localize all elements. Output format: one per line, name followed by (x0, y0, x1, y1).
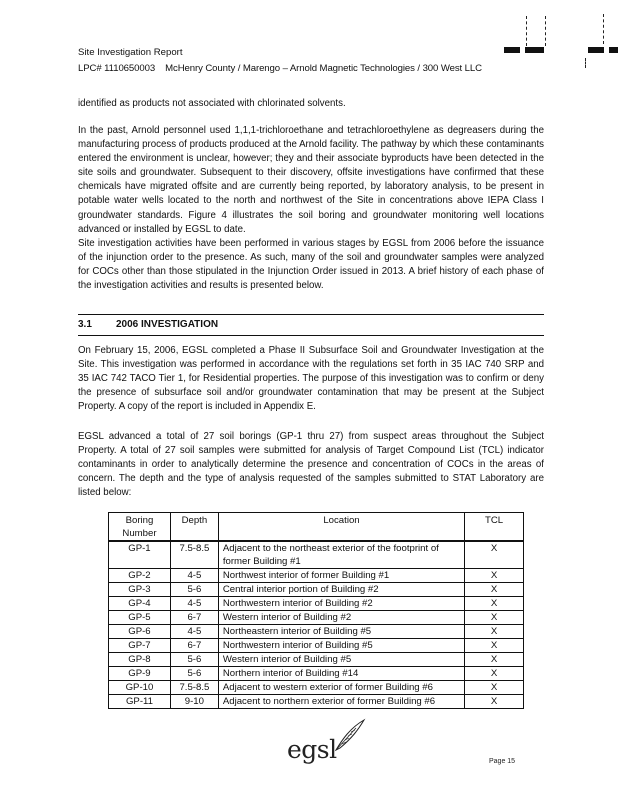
tcl-cell: X (465, 695, 524, 709)
boring-cell: GP-3 (109, 583, 171, 597)
boring-cell: GP-8 (109, 653, 171, 667)
section-title: 2006 INVESTIGATION (116, 319, 219, 330)
scan-mark (588, 47, 604, 53)
location-cell: Western interior of Building #5 (218, 653, 464, 667)
depth-cell: 5-6 (170, 653, 218, 667)
location-cell: Northwest interior of former Building #1 (218, 569, 464, 583)
tcl-cell: X (465, 625, 524, 639)
scan-mark (525, 47, 544, 53)
paragraph: identified as products not associated with chlorinated solvents. (78, 98, 346, 109)
page-number: Page 15 (489, 758, 516, 765)
boring-cell: GP-2 (109, 569, 171, 583)
project-line (78, 61, 482, 77)
tcl-cell: X (465, 583, 524, 597)
scan-mark (585, 58, 586, 68)
tcl-cell: X (465, 667, 524, 681)
table-row (109, 541, 524, 569)
paragraph: EGSL advanced a total of 27 soil borings (GP-1 thru 27) from suspect areas throughout the Subject Property. A total of 27 soil samples were submitted for analysis of Target Compound List (TCL) indicator contaminants in order to analytically determine the presence and concentration of COCs in the areas of concern. The depth and the type of analysis requested of the samples submitted to STAT Laboratory are listed below: (78, 431, 544, 499)
project-location: McHenry County / Marengo – Arnold Magnetic Technologies / 300 West LLC (165, 63, 482, 74)
location-cell: Western interior of Building #2 (218, 611, 464, 625)
depth-cell: 4-5 (170, 625, 218, 639)
tcl-cell: X (465, 681, 524, 695)
table-row (109, 569, 524, 583)
location-cell: Northwestern interior of Building #5 (218, 639, 464, 653)
boring-cell: GP-6 (109, 625, 171, 639)
table-row (109, 653, 524, 667)
depth-cell: 6-7 (170, 639, 218, 653)
location-cell: Adjacent to northern exterior of former Building #6 (218, 695, 464, 709)
boring-cell: GP-5 (109, 611, 171, 625)
paragraph: Site investigation activities have been performed in various stages by EGSL from 2006 before the issuance of the injunction order to the presence. As such, many of the soil and groundwater samples were analyzed for COCs other than those stipulated in the Injunction Order issued in 2013. A brief history of each phase of the investigation activities and results is presented below. (78, 238, 544, 292)
location-cell: Adjacent to the northeast exterior of the footprint of former Building #1 (218, 541, 464, 569)
location-cell: Adjacent to western exterior of former Building #6 (218, 681, 464, 695)
column-header-location: Location (218, 513, 464, 542)
column-header-boring: Boring Number (109, 513, 171, 542)
table-row (109, 583, 524, 597)
table-row (109, 625, 524, 639)
depth-cell: 7.5-8.5 (170, 681, 218, 695)
table-header-row (109, 513, 524, 542)
depth-cell: 4-5 (170, 597, 218, 611)
location-cell: Central interior portion of Building #2 (218, 583, 464, 597)
depth-cell: 9-10 (170, 695, 218, 709)
tcl-cell: X (465, 653, 524, 667)
scan-mark (603, 14, 604, 44)
paragraph: In the past, Arnold personnel used 1,1,1-trichloroethane and tetrachloroethylene as degreasers during the manufacturing process of products produced at the Arnold facility. The pathway by which these contaminants entered the environment is unclear, however; they and their associate byproducts have been detected in the site soils and groundwater. Subsequent to their discovery, offsite investigations have confirmed that these chemicals have migrated offsite and are currently being reported, by laboratory analysis, to be present in potable water wells located to the north and northwest of the Site in concentrations above IEPA Class I groundwater standards. Figure 4 illustrates the soil boring and groundwater monitoring well locations advanced or installed by EGSL to date. (78, 125, 544, 235)
tcl-cell: X (465, 639, 524, 653)
tcl-cell: X (465, 597, 524, 611)
location-cell: Northeastern interior of Building #5 (218, 625, 464, 639)
depth-cell: 6-7 (170, 611, 218, 625)
feather-quill-icon (334, 718, 366, 752)
depth-cell: 5-6 (170, 583, 218, 597)
report-title: Site Investigation Report (78, 47, 183, 58)
paragraph: On February 15, 2006, EGSL completed a Phase II Subsurface Soil and Groundwater Investigation at the Site. This investigation was performed in accordance with the regulations set forth in 35 IAC 740 SRP and 35 IAC 742 TACO Tier 1, for Residential properties. The purpose of this investigation was to confirm or deny the presence of subsurface soil and/or groundwater contamination that may be present at the Subject Property. A copy of the report is included in Appendix E. (78, 345, 544, 413)
location-cell: Northern interior of Building #14 (218, 667, 464, 681)
section-number: 3.1 (78, 319, 92, 330)
egsl-logo: egsl (287, 735, 337, 764)
depth-cell: 7.5-8.5 (170, 541, 218, 569)
column-header-depth: Depth (170, 513, 218, 542)
boring-cell: GP-9 (109, 667, 171, 681)
column-header-tcl: TCL (465, 513, 524, 542)
lpc-number: LPC# 1110650003 (78, 63, 156, 74)
table-row (109, 667, 524, 681)
boring-cell: GP-10 (109, 681, 171, 695)
table-row (109, 597, 524, 611)
boring-cell: GP-4 (109, 597, 171, 611)
soil-boring-table (108, 512, 524, 709)
tcl-cell: X (465, 541, 524, 569)
scan-mark (545, 16, 546, 46)
location-cell: Northwestern interior of Building #2 (218, 597, 464, 611)
tcl-cell: X (465, 569, 524, 583)
depth-cell: 4-5 (170, 569, 218, 583)
scan-mark (609, 47, 618, 53)
boring-cell: GP-7 (109, 639, 171, 653)
section-heading (78, 314, 544, 336)
tcl-cell: X (465, 611, 524, 625)
scan-mark (504, 47, 520, 53)
table-row (109, 695, 524, 709)
table-row (109, 681, 524, 695)
boring-cell: GP-11 (109, 695, 171, 709)
depth-cell: 5-6 (170, 667, 218, 681)
scan-mark (526, 16, 527, 46)
boring-cell: GP-1 (109, 541, 171, 569)
page-header (78, 45, 482, 77)
table-row (109, 611, 524, 625)
table-row (109, 639, 524, 653)
